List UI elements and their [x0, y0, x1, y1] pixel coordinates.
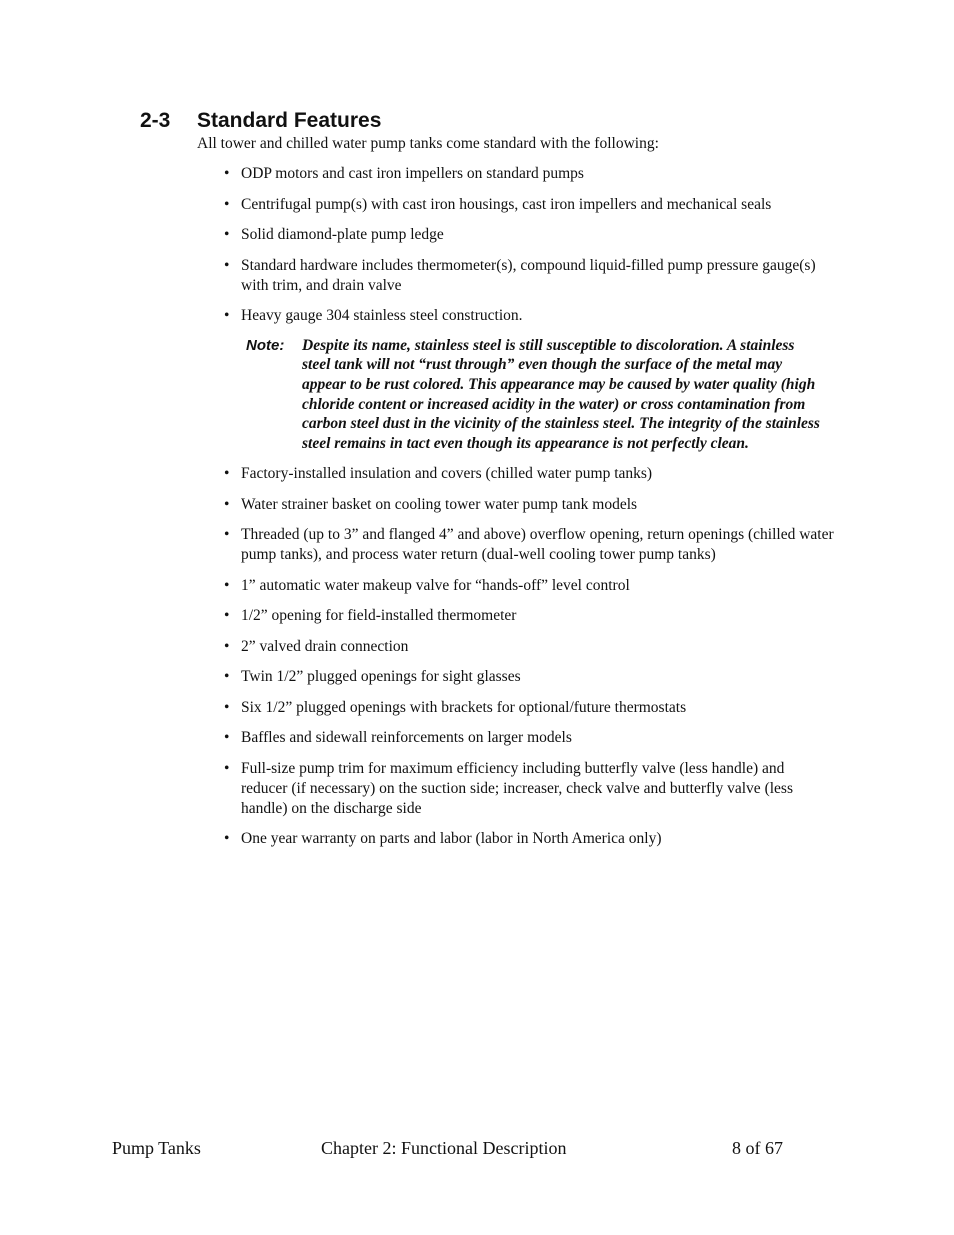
footer-page-number: 8 of 67 — [732, 1138, 783, 1158]
list-item-text: Centrifugal pump(s) with cast iron housings, cast iron impellers and mechanical seals — [241, 195, 772, 213]
list-item — [224, 606, 834, 626]
bullet-icon: • — [224, 256, 230, 274]
bullet-icon: • — [224, 607, 230, 625]
list-item-text: 1/2” opening for field-installed thermometer — [241, 607, 517, 625]
bullet-icon: • — [224, 576, 230, 594]
list-item — [224, 495, 834, 515]
bullet-icon: • — [224, 759, 230, 777]
feature-list — [224, 164, 834, 860]
list-item — [224, 164, 834, 184]
list-item — [224, 195, 834, 215]
footer-doc-title: Pump Tanks — [112, 1138, 201, 1158]
list-item — [224, 576, 834, 596]
list-item-text: One year warranty on parts and labor (labor in North America only) — [241, 830, 662, 848]
list-item — [224, 225, 834, 245]
footer-chapter: Chapter 2: Functional Description — [321, 1138, 567, 1158]
note-label: Note: — [246, 336, 285, 354]
list-item-text: Six 1/2” plugged openings with brackets for optional/future thermostats — [241, 698, 687, 716]
bullet-icon: • — [224, 465, 230, 483]
list-item-text: Solid diamond-plate pump ledge — [241, 226, 444, 243]
list-item — [224, 667, 834, 687]
list-item — [224, 256, 834, 296]
bullet-icon: • — [224, 698, 230, 716]
list-item-text: Factory-installed insulation and covers (chilled water pump tanks) — [241, 465, 653, 483]
list-item-text: ODP motors and cast iron impellers on standard pumps — [241, 165, 584, 182]
list-item-text: Twin 1/2” plugged openings for sight glasses — [241, 668, 521, 686]
bullet-icon: • — [224, 729, 230, 747]
list-item — [224, 525, 834, 565]
bullet-icon: • — [224, 526, 230, 544]
bullet-icon: • — [224, 195, 230, 213]
bullet-icon: • — [224, 165, 230, 182]
bullet-icon: • — [224, 830, 230, 848]
list-item — [224, 306, 834, 326]
note-block — [246, 336, 824, 454]
list-item-text: 1” automatic water makeup valve for “hands-off” level control — [241, 576, 630, 594]
bullet-icon: • — [224, 226, 230, 243]
list-item-text: Water strainer basket on cooling tower water pump tank models — [241, 495, 638, 513]
bullet-icon: • — [224, 307, 230, 324]
list-item — [224, 759, 834, 819]
intro-text: All tower and chilled water pump tanks come standard with the following: — [197, 135, 659, 152]
section-heading — [140, 108, 381, 134]
list-item-text: Baffles and sidewall reinforcements on larger models — [241, 729, 572, 747]
bullet-icon: • — [224, 668, 230, 686]
list-item-text: Threaded (up to 3” and flanged 4” and above) overflow opening, return openings (chilled water pump tanks), and process water return (dual-well cooling tower pump tanks) — [241, 526, 834, 564]
bullet-icon: • — [224, 637, 230, 655]
list-item — [224, 728, 834, 748]
list-item — [224, 464, 834, 484]
section-title: Standard Features — [197, 109, 382, 132]
list-item — [224, 637, 834, 657]
section-number: 2-3 — [140, 109, 171, 132]
bullet-icon: • — [224, 495, 230, 513]
list-item-text: Full-size pump trim for maximum efficiency including butterfly valve (less handle) and reducer (if necessary) on the suction side; increaser, check valve and butterfly valve (less handle) on the discharge side — [241, 759, 793, 817]
list-item-text: 2” valved drain connection — [241, 637, 409, 655]
list-item-text: Heavy gauge 304 stainless steel construction. — [241, 307, 523, 324]
list-item — [224, 829, 834, 849]
list-item — [224, 698, 834, 718]
list-item-text: Standard hardware includes thermometer(s), compound liquid-filled pump pressure gauge(s) with trim, and drain valve — [241, 256, 816, 294]
note-text: Despite its name, stainless steel is still susceptible to discoloration. A stainless steel tank will not “rust through” even though the surface of the metal may appear to be rust colored. This appearance may be caused by water quality (high chloride content or increased acidity in the water) or cross contamination from carbon steel dust in the vicinity of the stainless steel. The integrity of the stainless steel remains in tact even though its appearance is not perfectly clean. — [302, 336, 820, 453]
